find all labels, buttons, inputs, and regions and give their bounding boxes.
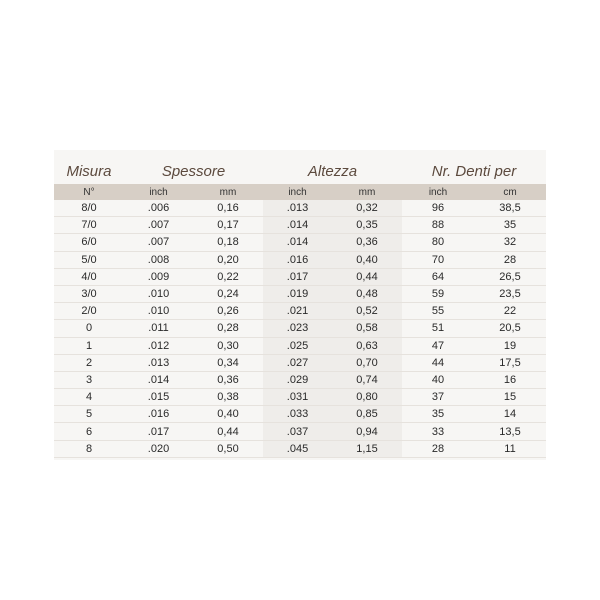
cell-altezza-inch: .025 <box>263 338 332 355</box>
cell-spessore-inch: .016 <box>124 406 193 423</box>
cell-altezza-inch: .029 <box>263 372 332 389</box>
cell-spessore-mm: 0,16 <box>193 200 263 217</box>
unit-denti-cm: cm <box>503 186 517 198</box>
cell-spessore-mm: 0,17 <box>193 217 263 234</box>
cell-altezza-inch: .016 <box>263 252 332 269</box>
cell-spessore-mm: 0,44 <box>193 423 263 440</box>
cell-spessore-inch: .014 <box>124 372 193 389</box>
table-row <box>54 320 546 337</box>
cell-denti-cm: 19 <box>474 338 546 355</box>
header-denti: Nr. Denti per <box>431 162 517 180</box>
cell-denti-inch: 51 <box>402 320 474 337</box>
cell-spessore-mm: 0,30 <box>193 338 263 355</box>
cell-denti-cm: 22 <box>474 303 546 320</box>
cell-size: 1 <box>54 338 124 355</box>
unit-spessore-mm: mm <box>219 186 237 198</box>
cell-altezza-mm: 0,80 <box>332 389 402 406</box>
cell-spessore-inch: .013 <box>124 355 193 372</box>
table-row <box>54 252 546 269</box>
cell-altezza-mm: 0,74 <box>332 372 402 389</box>
cell-denti-cm: 11 <box>474 441 546 458</box>
cell-spessore-inch: .011 <box>124 320 193 337</box>
cell-altezza-inch: .014 <box>263 234 332 251</box>
cell-size: 4/0 <box>54 269 124 286</box>
table-body <box>54 200 546 458</box>
cell-denti-inch: 28 <box>402 441 474 458</box>
cell-denti-cm: 16 <box>474 372 546 389</box>
cell-size: 7/0 <box>54 217 124 234</box>
cell-denti-inch: 80 <box>402 234 474 251</box>
cell-size: 8 <box>54 441 124 458</box>
cell-altezza-inch: .023 <box>263 320 332 337</box>
cell-spessore-mm: 0,22 <box>193 269 263 286</box>
cell-denti-inch: 33 <box>402 423 474 440</box>
cell-altezza-mm: 0,94 <box>332 423 402 440</box>
cell-denti-cm: 15 <box>474 389 546 406</box>
cell-spessore-inch: .008 <box>124 252 193 269</box>
cell-spessore-inch: .015 <box>124 389 193 406</box>
table-row <box>54 372 546 389</box>
cell-altezza-mm: 0,70 <box>332 355 402 372</box>
cell-size: 3 <box>54 372 124 389</box>
cell-denti-cm: 13,5 <box>474 423 546 440</box>
cell-denti-inch: 64 <box>402 269 474 286</box>
cell-spessore-inch: .007 <box>124 217 193 234</box>
unit-denti-inch: inch <box>428 186 448 198</box>
cell-denti-inch: 44 <box>402 355 474 372</box>
cell-spessore-mm: 0,26 <box>193 303 263 320</box>
unit-altezza-mm: mm <box>358 186 376 198</box>
table-row <box>54 286 546 303</box>
cell-size: 0 <box>54 320 124 337</box>
cell-spessore-inch: .010 <box>124 303 193 320</box>
cell-altezza-mm: 0,58 <box>332 320 402 337</box>
cell-size: 2/0 <box>54 303 124 320</box>
group-header-row <box>54 150 546 184</box>
cell-spessore-mm: 0,36 <box>193 372 263 389</box>
cell-altezza-inch: .033 <box>263 406 332 423</box>
unit-number: N° <box>83 186 95 198</box>
table-row <box>54 406 546 423</box>
cell-denti-inch: 47 <box>402 338 474 355</box>
cell-altezza-inch: .019 <box>263 286 332 303</box>
cell-altezza-mm: 0,63 <box>332 338 402 355</box>
cell-denti-cm: 32 <box>474 234 546 251</box>
cell-spessore-mm: 0,38 <box>193 389 263 406</box>
table-row <box>54 234 546 251</box>
cell-denti-inch: 35 <box>402 406 474 423</box>
cell-altezza-mm: 0,36 <box>332 234 402 251</box>
table-row <box>54 217 546 234</box>
table-row <box>54 200 546 217</box>
cell-denti-inch: 88 <box>402 217 474 234</box>
cell-denti-cm: 14 <box>474 406 546 423</box>
cell-denti-cm: 26,5 <box>474 269 546 286</box>
table-row <box>54 269 546 286</box>
cell-altezza-inch: .031 <box>263 389 332 406</box>
table-row <box>54 303 546 320</box>
cell-altezza-inch: .014 <box>263 217 332 234</box>
table-row <box>54 389 546 406</box>
cell-spessore-mm: 0,20 <box>193 252 263 269</box>
cell-denti-cm: 35 <box>474 217 546 234</box>
cell-denti-inch: 40 <box>402 372 474 389</box>
cell-spessore-inch: .007 <box>124 234 193 251</box>
table-row <box>54 441 546 458</box>
cell-denti-cm: 23,5 <box>474 286 546 303</box>
cell-size: 6/0 <box>54 234 124 251</box>
cell-altezza-mm: 1,15 <box>332 441 402 458</box>
cell-denti-inch: 70 <box>402 252 474 269</box>
cell-spessore-inch: .010 <box>124 286 193 303</box>
cell-altezza-mm: 0,85 <box>332 406 402 423</box>
unit-altezza-inch: inch <box>288 186 307 198</box>
cell-altezza-mm: 0,52 <box>332 303 402 320</box>
cell-spessore-inch: .012 <box>124 338 193 355</box>
cell-spessore-mm: 0,28 <box>193 320 263 337</box>
cell-size: 8/0 <box>54 200 124 217</box>
cell-altezza-inch: .027 <box>263 355 332 372</box>
cell-size: 5 <box>54 406 124 423</box>
cell-denti-cm: 28 <box>474 252 546 269</box>
unit-spessore-inch: inch <box>149 186 168 198</box>
cell-size: 6 <box>54 423 124 440</box>
cell-size: 5/0 <box>54 252 124 269</box>
table-row <box>54 355 546 372</box>
cell-spessore-mm: 0,18 <box>193 234 263 251</box>
table-row <box>54 423 546 440</box>
cell-spessore-inch: .009 <box>124 269 193 286</box>
cell-altezza-mm: 0,44 <box>332 269 402 286</box>
cell-spessore-inch: .006 <box>124 200 193 217</box>
cell-denti-inch: 59 <box>402 286 474 303</box>
header-spessore: Spessore <box>161 162 226 180</box>
cell-size: 3/0 <box>54 286 124 303</box>
unit-header-row <box>54 184 546 200</box>
cell-altezza-mm: 0,35 <box>332 217 402 234</box>
cell-denti-inch: 96 <box>402 200 474 217</box>
cell-altezza-mm: 0,40 <box>332 252 402 269</box>
cell-denti-cm: 17,5 <box>474 355 546 372</box>
cell-spessore-inch: .020 <box>124 441 193 458</box>
cell-spessore-mm: 0,34 <box>193 355 263 372</box>
cell-denti-inch: 37 <box>402 389 474 406</box>
cell-size: 4 <box>54 389 124 406</box>
cell-altezza-mm: 0,32 <box>332 200 402 217</box>
cell-denti-cm: 20,5 <box>474 320 546 337</box>
cell-altezza-inch: .045 <box>263 441 332 458</box>
cell-altezza-inch: .013 <box>263 200 332 217</box>
cell-spessore-inch: .017 <box>124 423 193 440</box>
cell-altezza-inch: .021 <box>263 303 332 320</box>
cell-altezza-inch: .017 <box>263 269 332 286</box>
header-altezza: Altezza <box>307 162 358 180</box>
size-table <box>54 150 546 460</box>
cell-spessore-mm: 0,50 <box>193 441 263 458</box>
cell-altezza-inch: .037 <box>263 423 332 440</box>
header-misura: Misura <box>66 162 112 180</box>
table-row <box>54 338 546 355</box>
cell-denti-inch: 55 <box>402 303 474 320</box>
cell-altezza-mm: 0,48 <box>332 286 402 303</box>
cell-size: 2 <box>54 355 124 372</box>
cell-spessore-mm: 0,24 <box>193 286 263 303</box>
cell-spessore-mm: 0,40 <box>193 406 263 423</box>
cell-denti-cm: 38,5 <box>474 200 546 217</box>
